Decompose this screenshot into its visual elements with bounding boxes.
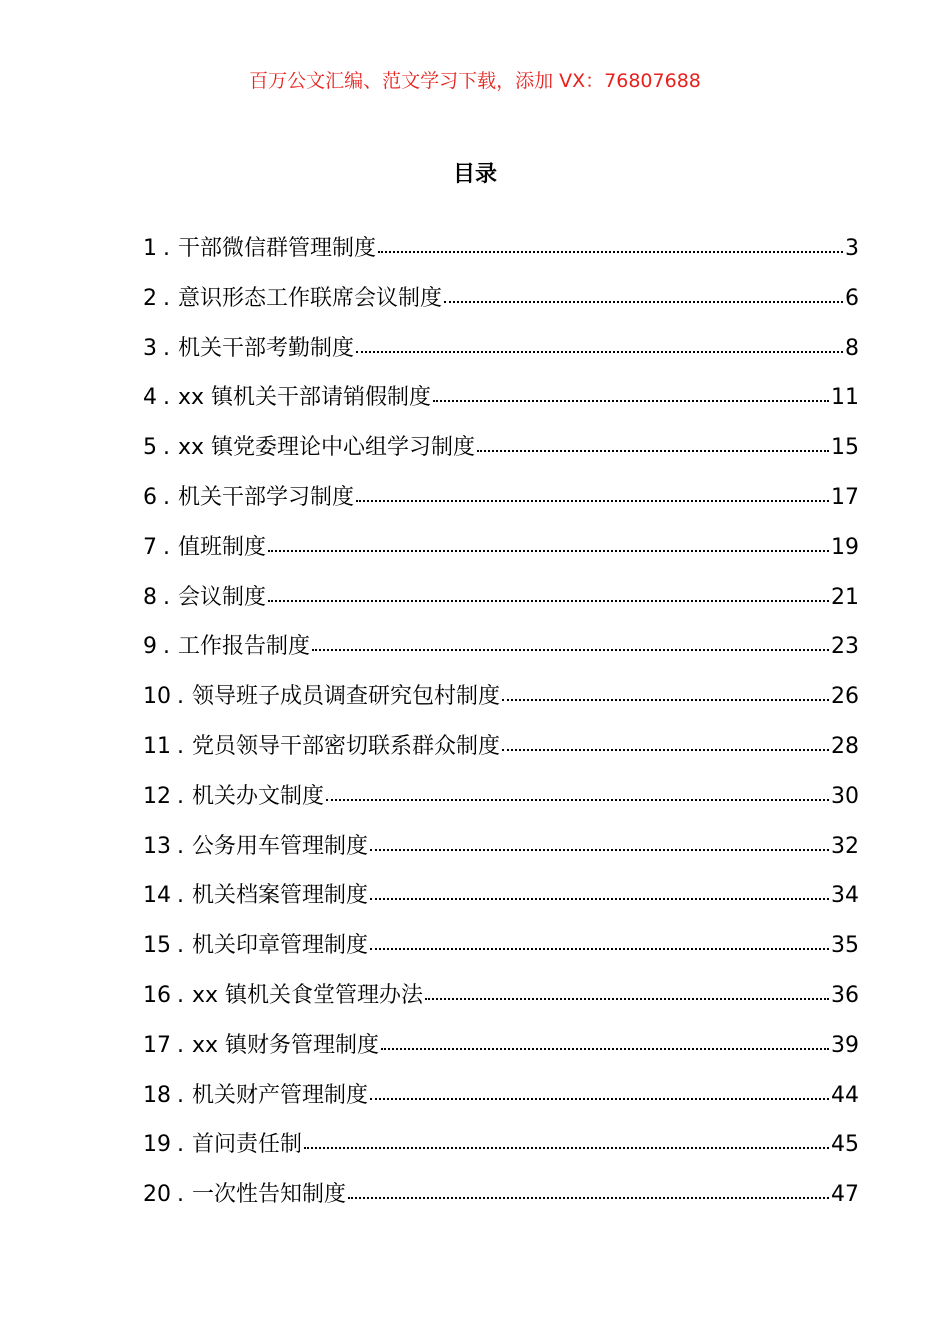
toc-entry-page: 35 xyxy=(831,933,859,959)
toc-dot-leader xyxy=(268,599,829,602)
toc-entry-label: 机关干部学习制度 xyxy=(178,484,355,510)
toc-dot-leader xyxy=(502,748,829,751)
toc-dot-leader xyxy=(370,947,829,950)
toc-entry-number: 2 xyxy=(143,285,157,311)
header-note: 百万公文汇编、范文学习下载，添加 VX：76807688 xyxy=(249,70,701,92)
toc-entry-label: 领导班子成员调查研究包村制度 xyxy=(192,684,501,710)
toc-entry-number: 17 xyxy=(143,1032,171,1058)
toc-entry-separator: . xyxy=(163,236,170,261)
toc-entry-page: 15 xyxy=(831,435,859,461)
toc-entry-separator: . xyxy=(163,584,170,610)
toc-dot-leader xyxy=(477,449,829,452)
toc-dot-leader xyxy=(370,897,829,900)
toc-entry-number: 14 xyxy=(143,883,171,909)
toc-entry-number: 7 xyxy=(143,534,157,560)
toc-entry-page: 23 xyxy=(831,634,859,660)
toc-entry-number: 15 xyxy=(143,933,171,959)
toc-entry[interactable] xyxy=(143,234,859,284)
toc-dot-leader xyxy=(268,549,829,552)
toc-entry-label: 机关财产管理制度 xyxy=(192,1082,369,1108)
toc-entry[interactable] xyxy=(143,832,859,882)
toc-entry-label: 值班制度 xyxy=(178,534,267,560)
toc-entry[interactable] xyxy=(143,931,859,981)
toc-entry-page: 19 xyxy=(831,534,859,560)
toc-entry-separator: . xyxy=(177,1082,184,1108)
toc-entry-number: 9 xyxy=(143,634,157,660)
toc-title: 目录 xyxy=(452,162,497,187)
toc-entry-number: 19 xyxy=(143,1132,171,1158)
toc-entry-number: 6 xyxy=(143,484,157,510)
toc-entry-label: xx 镇财务管理制度 xyxy=(192,1032,380,1058)
toc-entry-number: 16 xyxy=(143,982,171,1008)
toc-entry-label: 会议制度 xyxy=(178,584,267,610)
toc-entry-separator: . xyxy=(177,1182,184,1208)
toc-entry-separator: . xyxy=(177,833,184,859)
toc-entry[interactable] xyxy=(143,284,859,334)
toc-entry-page: 3 xyxy=(845,236,859,261)
toc-entry-separator: . xyxy=(177,883,184,909)
toc-entry[interactable] xyxy=(143,782,859,832)
toc-entry-separator: . xyxy=(177,684,184,710)
toc-entry-number: 12 xyxy=(143,783,171,809)
toc-entry[interactable] xyxy=(143,881,859,931)
toc-entry-separator: . xyxy=(177,933,184,959)
toc-entry-label: 一次性告知制度 xyxy=(192,1182,347,1208)
toc-entry-page: 26 xyxy=(831,684,859,710)
toc-entry-label: xx 镇党委理论中心组学习制度 xyxy=(178,435,476,461)
toc-entry-number: 4 xyxy=(143,385,157,411)
toc-entry-number: 8 xyxy=(143,584,157,610)
toc-entry-number: 10 xyxy=(143,684,171,710)
toc-entry-separator: . xyxy=(163,484,170,510)
toc-entry-number: 1 xyxy=(143,236,157,261)
toc-entry[interactable] xyxy=(143,1081,859,1131)
toc-dot-leader xyxy=(444,300,843,303)
toc-entry-label: 机关办文制度 xyxy=(192,783,325,809)
toc-entry-page: 30 xyxy=(831,783,859,809)
toc-entry[interactable] xyxy=(143,732,859,782)
toc-entry-number: 20 xyxy=(143,1182,171,1208)
toc-dot-leader xyxy=(348,1196,829,1199)
toc-entry-page: 44 xyxy=(831,1082,859,1108)
toc-entry-number: 13 xyxy=(143,833,171,859)
toc-entry-page: 34 xyxy=(831,883,859,909)
toc-entry-label: 机关印章管理制度 xyxy=(192,933,369,959)
toc-entry-label: 公务用车管理制度 xyxy=(192,833,369,859)
toc-entry[interactable] xyxy=(143,383,859,433)
toc-entry-separator: . xyxy=(163,634,170,660)
toc-entry-page: 32 xyxy=(831,833,859,859)
toc-entry-page: 36 xyxy=(831,982,859,1008)
toc-dot-leader xyxy=(370,848,829,851)
toc-dot-leader xyxy=(356,499,829,502)
toc-entry-separator: . xyxy=(163,385,170,411)
toc-entry-separator: . xyxy=(163,534,170,560)
toc-entry-page: 11 xyxy=(831,385,859,411)
toc-entry-label: 工作报告制度 xyxy=(178,634,311,660)
toc-entry-page: 21 xyxy=(831,584,859,610)
toc-entry-number: 5 xyxy=(143,435,157,461)
toc-dot-leader xyxy=(381,1047,829,1050)
toc-entry[interactable] xyxy=(143,583,859,633)
toc-entry-separator: . xyxy=(177,1032,184,1058)
toc-entry[interactable] xyxy=(143,433,859,483)
toc-entry-number: 11 xyxy=(143,733,171,759)
toc-entry-separator: . xyxy=(177,1132,184,1158)
toc-dot-leader xyxy=(304,1146,829,1149)
toc-entry-page: 28 xyxy=(831,733,859,759)
toc-entry[interactable] xyxy=(143,483,859,533)
toc-entry[interactable] xyxy=(143,682,859,732)
toc-entry-separator: . xyxy=(177,982,184,1008)
toc-entry[interactable] xyxy=(143,533,859,583)
toc-entry[interactable] xyxy=(143,1031,859,1081)
toc-dot-leader xyxy=(312,648,829,651)
toc-entry-separator: . xyxy=(163,285,170,311)
toc-dot-leader xyxy=(433,399,829,402)
toc-entry-label: xx 镇机关干部请销假制度 xyxy=(178,385,432,411)
toc-list xyxy=(143,234,859,1230)
toc-entry-number: 3 xyxy=(143,335,157,361)
toc-entry-page: 39 xyxy=(831,1032,859,1058)
toc-entry-page: 47 xyxy=(831,1182,859,1208)
toc-entry-page: 45 xyxy=(831,1132,859,1158)
toc-entry-label: 机关档案管理制度 xyxy=(192,883,369,909)
toc-entry-separator: . xyxy=(163,435,170,461)
toc-dot-leader xyxy=(502,698,829,701)
toc-entry-number: 18 xyxy=(143,1082,171,1108)
toc-entry-label: xx 镇机关食堂管理办法 xyxy=(192,982,424,1008)
toc-dot-leader xyxy=(356,350,843,353)
toc-entry-separator: . xyxy=(177,783,184,809)
toc-dot-leader xyxy=(378,250,843,253)
toc-entry-label: 意识形态工作联席会议制度 xyxy=(178,285,443,311)
toc-entry-separator: . xyxy=(177,733,184,759)
toc-entry-page: 6 xyxy=(845,285,859,311)
toc-dot-leader xyxy=(425,997,829,1000)
toc-entry-separator: . xyxy=(163,335,170,361)
toc-entry[interactable] xyxy=(143,1130,859,1180)
toc-entry-label: 首问责任制 xyxy=(192,1132,303,1158)
toc-entry-page: 8 xyxy=(845,335,859,361)
toc-entry-label: 干部微信群管理制度 xyxy=(178,236,377,261)
toc-entry[interactable] xyxy=(143,334,859,384)
toc-entry-label: 党员领导干部密切联系群众制度 xyxy=(192,733,501,759)
toc-entry[interactable] xyxy=(143,981,859,1031)
toc-entry-label: 机关干部考勤制度 xyxy=(178,335,355,361)
toc-entry[interactable] xyxy=(143,632,859,682)
toc-dot-leader xyxy=(326,798,829,801)
toc-entry-page: 17 xyxy=(831,484,859,510)
toc-entry[interactable] xyxy=(143,1180,859,1230)
toc-dot-leader xyxy=(370,1097,829,1100)
